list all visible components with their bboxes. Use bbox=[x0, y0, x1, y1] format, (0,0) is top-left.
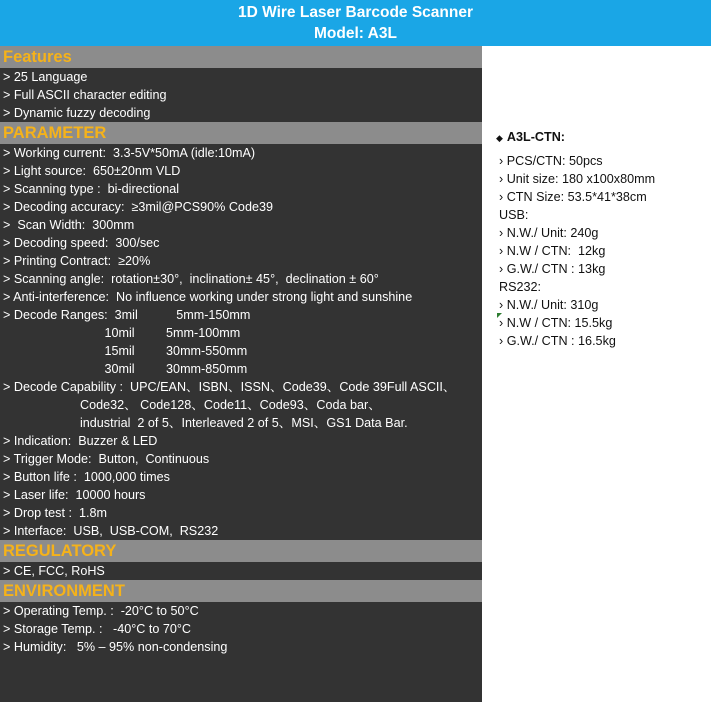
regulatory-list bbox=[0, 562, 482, 580]
parameter-item: 15mil 30mm-550mm bbox=[3, 344, 248, 358]
model-label: Model: A3L bbox=[314, 25, 397, 42]
packing-heading bbox=[482, 128, 711, 146]
packing-line: › G.W./ CTN : 16.5kg bbox=[499, 334, 616, 348]
packing-line: › CTN Size: 53.5*41*38cm bbox=[499, 190, 647, 204]
cell-comment-marker-icon bbox=[497, 313, 502, 318]
feature-item: > 25 Language bbox=[3, 70, 88, 84]
regulatory-title: REGULATORY bbox=[0, 540, 482, 562]
packing-line: RS232: bbox=[499, 280, 542, 294]
packing-heading-text: A3L-CTN: bbox=[506, 130, 565, 144]
environment-title: ENVIRONMENT bbox=[0, 580, 482, 602]
parameter-item: > Decoding speed: 300/sec bbox=[3, 236, 160, 250]
parameter-item: > Light source: 650±20nm VLD bbox=[3, 164, 181, 178]
page-title: 1D Wire Laser Barcode Scanner bbox=[237, 4, 474, 21]
parameter-item: > Laser life: 10000 hours bbox=[3, 488, 146, 502]
parameter-item: > Printing Contract: ≥20% bbox=[3, 254, 151, 268]
packing-line: › N.W / CTN: 15.5kg bbox=[499, 316, 613, 330]
parameter-item: > Drop test : 1.8m bbox=[3, 506, 107, 520]
parameter-item: > Scanning angle: rotation±30°, inclination± 45°, declination ± 60° bbox=[3, 272, 379, 286]
parameter-list bbox=[0, 144, 482, 540]
parameter-item: 10mil 5mm-100mm bbox=[3, 326, 241, 340]
diamond-bullet-icon: ◆ bbox=[496, 133, 503, 143]
parameter-item: > Decode Capability : UPC/EAN、ISBN、ISSN、Code39、Code 39Full ASCII、 bbox=[3, 380, 456, 394]
packing-line: › G.W./ CTN : 13kg bbox=[499, 262, 606, 276]
environment-item: > Operating Temp. : -20°C to 50°C bbox=[3, 604, 199, 618]
parameter-item: > Anti-interference: No influence working under strong light and sunshine bbox=[3, 290, 413, 304]
parameter-item: 30mil 30mm-850mm bbox=[3, 362, 248, 376]
packing-line: › N.W./ Unit: 310g bbox=[499, 298, 599, 312]
packing-line: › PCS/CTN: 50pcs bbox=[499, 154, 603, 168]
parameter-item: > Working current: 3.3-5V*50mA (idle:10mA) bbox=[3, 146, 256, 160]
environment-item: > Humidity: 5% – 95% non-condensing bbox=[3, 640, 228, 654]
feature-item: > Dynamic fuzzy decoding bbox=[3, 106, 151, 120]
parameter-item: > Trigger Mode: Button, Continuous bbox=[3, 452, 210, 466]
parameter-item: Code32、 Code128、Code11、Code93、Coda bar、 bbox=[3, 398, 381, 412]
packing-line: USB: bbox=[499, 208, 529, 222]
environment-list bbox=[0, 602, 482, 656]
header-banner bbox=[0, 0, 711, 48]
parameter-item: > Scan Width: 300mm bbox=[3, 218, 135, 232]
packing-line: › Unit size: 180 x100x80mm bbox=[499, 172, 656, 186]
parameter-item: > Indication: Buzzer & LED bbox=[3, 434, 158, 448]
features-list bbox=[0, 68, 482, 122]
parameter-item: > Button life : 1000,000 times bbox=[3, 470, 170, 484]
parameter-item: > Interface: USB, USB-COM, RS232 bbox=[3, 524, 219, 538]
environment-item: > Storage Temp. : -40°C to 70°C bbox=[3, 622, 191, 636]
packing-panel bbox=[482, 46, 711, 702]
parameter-item: > Scanning type : bi-directional bbox=[3, 182, 180, 196]
parameter-item: > Decoding accuracy: ≥3mil@PCS90% Code39 bbox=[3, 200, 273, 214]
parameter-title: PARAMETER bbox=[0, 122, 482, 144]
parameter-item: > Decode Ranges: 3mil 5mm-150mm bbox=[3, 308, 251, 322]
parameter-item: industrial 2 of 5、Interleaved 2 of 5、MSI、GS1 Data Bar. bbox=[3, 416, 408, 430]
packing-line: › N.W / CTN: 12kg bbox=[499, 244, 606, 258]
features-title: Features bbox=[0, 46, 482, 68]
regulatory-item: > CE, FCC, RoHS bbox=[3, 564, 105, 578]
spec-panel bbox=[0, 46, 482, 702]
feature-item: > Full ASCII character editing bbox=[3, 88, 167, 102]
packing-line: › N.W./ Unit: 240g bbox=[499, 226, 599, 240]
